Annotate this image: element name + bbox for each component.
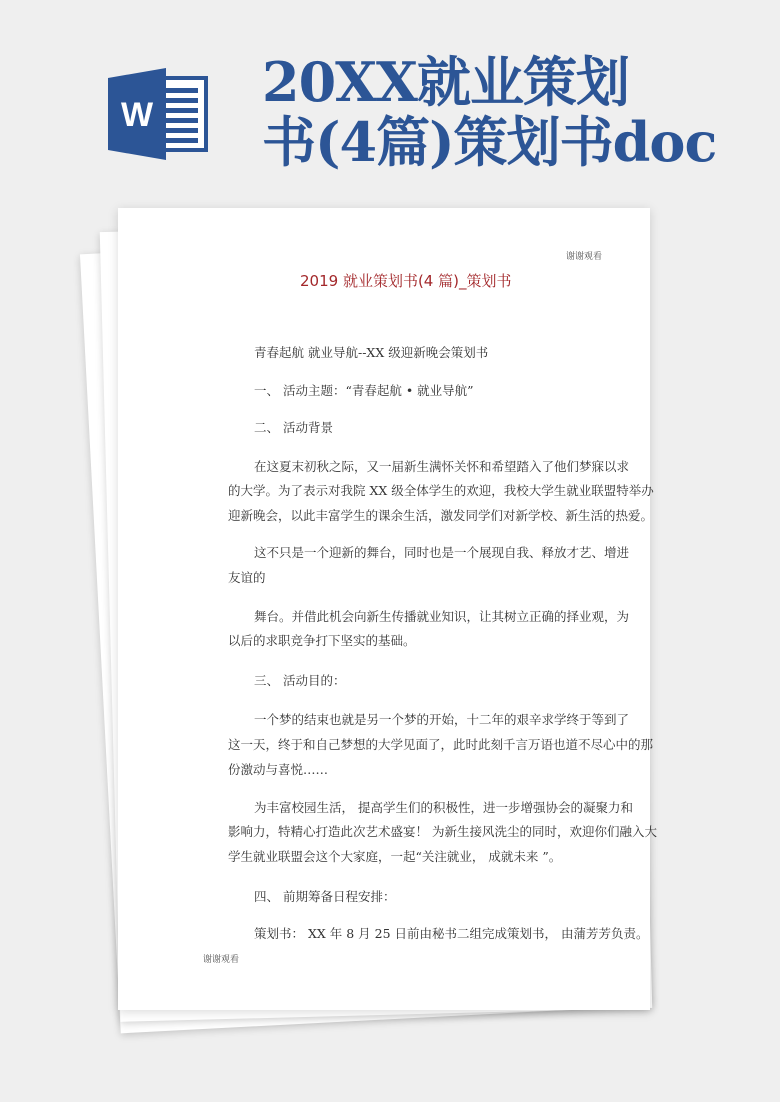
page-header: 谢谢观看 (566, 252, 603, 262)
doc-line: 一个梦的结束也就是另一个梦的开始，十二年的艰辛求学终于等到了 (254, 712, 630, 727)
doc-line: 舞台。并借此机会向新生传播就业知识，让其树立正确的择业观，为 (254, 609, 630, 624)
banner-title-line2: 书(4篇)策划书doc (262, 110, 717, 174)
doc-line: 影响力，特精心打造此次艺术盛宴！ 为新生接风洗尘的同时，欢迎你们融入大 (228, 824, 657, 839)
banner-title-line1: 20XX就业策划 (262, 50, 629, 114)
doc-line: 迎新晚会，以此丰富学生的课余生活，激发同学们对新学校、新生活的热爱。 (228, 508, 654, 523)
section-heading: 一、 活动主题：“青春起航 • 就业导航” (254, 383, 474, 398)
word-doc-icon (108, 68, 208, 160)
doc-line: 为丰富校园生活， 提高学生们的积极性，进一步增强协会的凝聚力和 (254, 800, 633, 815)
doc-line: 策划书： XX 年 8 月 25 日前由秘书二组完成策划书， 由蒲芳芳负责。 (254, 926, 649, 941)
doc-line: 这一天，终于和自己梦想的大学见面了，此时此刻千言万语也道不尽心中的那 (228, 737, 654, 752)
doc-line: 学生就业联盟会这个大家庭，一起“关注就业， 成就未来 ”。 (228, 849, 562, 864)
doc-line: 青春起航 就业导航--XX 级迎新晚会策划书 (254, 345, 489, 360)
doc-line: 的大学。为了表示对我院 XX 级全体学生的欢迎，我校大学生就业联盟特举办 (228, 483, 654, 498)
doc-line: 这不只是一个迎新的舞台，同时也是一个展现自我、释放才艺、增进 (254, 545, 630, 560)
svg-text:W: W (120, 96, 154, 134)
section-heading: 三、 活动目的： (254, 673, 346, 688)
doc-line: 在这夏末初秋之际，又一届新生满怀关怀和希望踏入了他们梦寐以求 (254, 459, 630, 474)
document-title: 2019 就业策划书(4 篇)_策划书 (300, 272, 512, 290)
page-footer: 谢谢观看 (203, 955, 240, 965)
doc-line: 份激动与喜悦…… (228, 762, 329, 777)
doc-line: 以后的求职竞争打下坚实的基础。 (228, 633, 416, 648)
doc-line: 友谊的 (228, 570, 266, 585)
section-heading: 四、 前期筹备日程安排： (254, 889, 396, 904)
section-heading: 二、 活动背景 (254, 420, 333, 435)
